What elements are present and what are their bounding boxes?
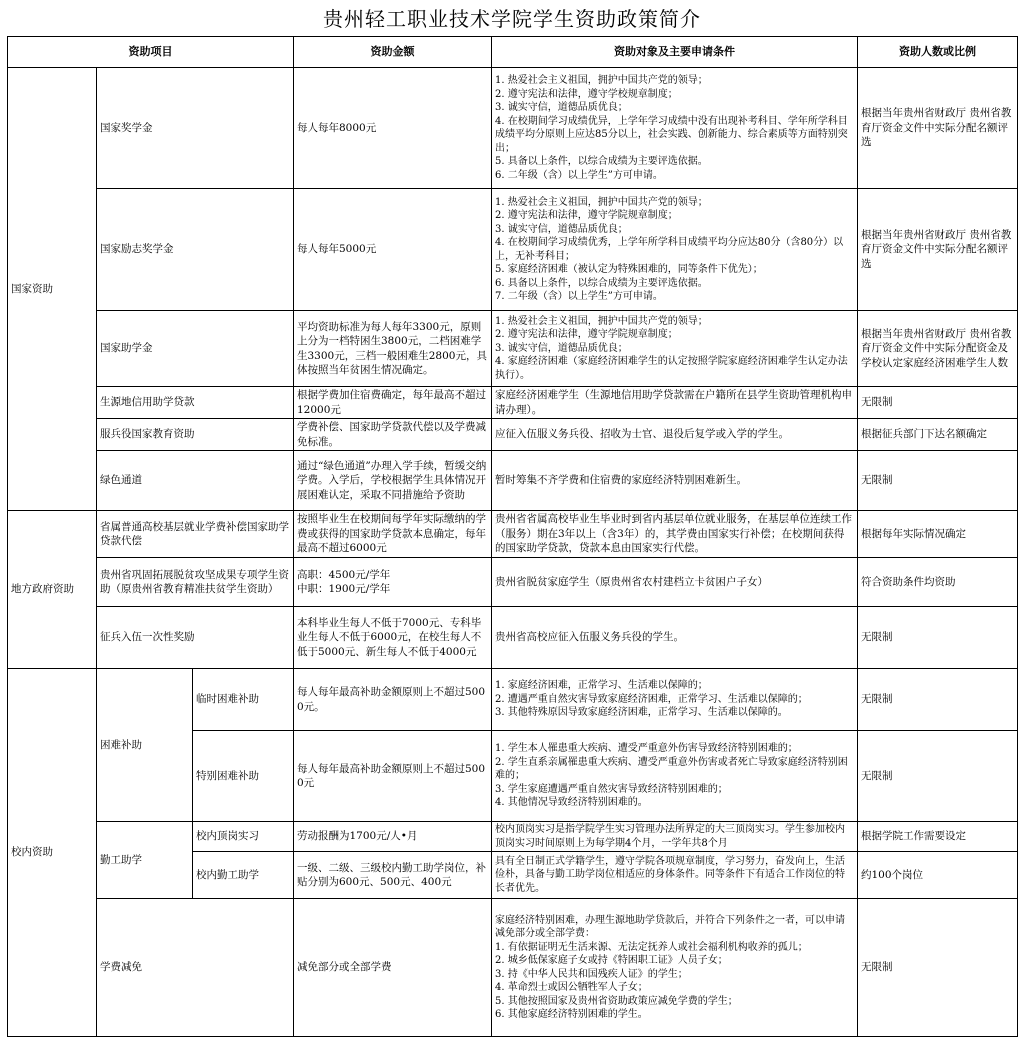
text-line: 贵州省脱贫家庭学生（原贵州省农村建档立卡贫困户子女） xyxy=(495,575,768,588)
item-quota: 约100个岗位 xyxy=(858,852,1018,899)
table-row xyxy=(8,558,1018,607)
item-conditions xyxy=(492,451,858,511)
text-line: 家庭经济特别困难，办理生源地助学贷款后，并符合下列条件之一者，可以申请减免部分或全部学费： xyxy=(495,914,845,939)
text-line: 高职：4500元/学年 xyxy=(297,568,391,581)
text-line: 1. 学生本人罹患重大疾病、遭受严重意外伤害导致经济特别困难的； xyxy=(495,743,798,755)
table-row xyxy=(8,451,1018,511)
item-amount: 每人每年最高补助金额原则上不超过5000元。 xyxy=(294,669,492,731)
table-row xyxy=(8,899,1018,1037)
text-line: 4. 家庭经济困难（家庭经济困难学生的认定按照学院家庭经济困难学生认定办法执行）。 xyxy=(495,356,848,381)
item-quota: 根据征兵部门下达名额确定 xyxy=(858,419,1018,451)
item-conditions xyxy=(492,852,858,899)
table-row xyxy=(8,387,1018,419)
text-line: 7. 二年级（含）以上学生”方可申请。 xyxy=(495,291,663,302)
text-line: 应征入伍服义务兵役、招收为士官、退役后复学或入学的学生。 xyxy=(495,428,789,441)
table-row xyxy=(8,511,1018,558)
text-line: 4. 在校期间学习成绩优异，上学年学习成绩中没有出现补考科目、学年所学科目成绩平均分原则上应达85分以上，社会实践、创新能力、综合素质等方面特别突出； xyxy=(495,115,848,154)
item-amount: 每人每年8000元 xyxy=(294,68,492,189)
text-line: 6. 二年级（含）以上学生”方可申请。 xyxy=(495,169,663,181)
text-line: 2. 学生直系亲属罹患重大疾病、遭受严重意外伤害或者死亡导致家庭经济特别困难的； xyxy=(495,756,848,782)
table-header-row xyxy=(8,37,1018,68)
item-conditions xyxy=(492,899,858,1037)
item-conditions xyxy=(492,669,858,731)
item-name: 特别困难补助 xyxy=(193,731,294,822)
item-quota: 根据当年贵州省财政厅 贵州省教育厅资金文件中实际分配名额评选 xyxy=(858,189,1018,311)
text-line: 3. 诚实守信，道德品质优良； xyxy=(495,342,628,354)
header-conditions: 资助对象及主要申请条件 xyxy=(492,37,858,68)
text-line: 校内顶岗实习是指学院学生实习管理办法所界定的大三顶岗实习。学生参加校内顶岗实习时间原则上为每学期4个月，一学年共8个月 xyxy=(495,824,845,849)
text-line: 5. 具备以上条件，以综合成绩为主要评选依据。 xyxy=(495,156,708,167)
item-amount: 按照毕业生在校期间每学年实际缴纳的学费或获得的国家助学贷款本息确定，每年最高不超过6000元 xyxy=(294,511,492,558)
item-quota: 根据当年贵州省财政厅 贵州省教育厅资金文件中实际分配名额评选 xyxy=(858,68,1018,189)
item-conditions xyxy=(492,558,858,607)
item-name: 国家励志奖学金 xyxy=(97,189,294,311)
text-line: 1. 热爱社会主义祖国，拥护中国共产党的领导； xyxy=(495,315,708,327)
table-row xyxy=(8,311,1018,387)
group-school: 校内资助 xyxy=(8,669,97,1037)
item-amount: 本科毕业生每人不低于7000元、专科毕业生每人不低于6000元，在校生每人不低于5000元、新生每人不低于4000元 xyxy=(294,607,492,669)
text-line: 3. 其他特殊原因导致家庭经济困难，正常学习、生活难以保障的。 xyxy=(495,707,788,719)
text-line: 暂时筹集不齐学费和住宿费的家庭经济特别困难新生。 xyxy=(495,474,747,487)
group-national: 国家资助 xyxy=(8,68,97,511)
item-conditions xyxy=(492,189,858,311)
item-amount: 减免部分或全部学费 xyxy=(294,899,492,1037)
item-amount: 学费补偿、国家助学贷款代偿以及学费减免标准。 xyxy=(294,419,492,451)
item-name: 国家奖学金 xyxy=(97,68,294,189)
subgroup-workstudy: 勤工助学 xyxy=(97,822,193,899)
item-amount: 每人每年最高补助金额原则上不超过5000元 xyxy=(294,731,492,822)
item-quota: 无限制 xyxy=(858,669,1018,731)
text-line: 1. 热爱社会主义祖国，拥护中国共产党的领导； xyxy=(495,196,708,208)
item-amount: 平均资助标准为每人每年3300元，原则上分为一档特困生3800元，二档困难学生3300元，三档一般困难生2800元，具体按照当年贫困生情况确定。 xyxy=(294,311,492,387)
item-quota: 根据每年实际情况确定 xyxy=(858,511,1018,558)
item-conditions xyxy=(492,731,858,822)
text-line: 4. 在校期间学习成绩优秀，上学年所学科目成绩平均分应达80分（含80分）以上，无补考科目； xyxy=(495,237,844,262)
item-name: 生源地信用助学贷款 xyxy=(97,387,294,419)
item-quota: 根据学院工作需要设定 xyxy=(858,822,1018,852)
item-conditions xyxy=(492,68,858,189)
item-amount xyxy=(294,558,492,607)
text-line: 6. 具备以上条件，以综合成绩为主要评选依据。 xyxy=(495,277,708,289)
item-name: 国家助学金 xyxy=(97,311,294,387)
table-row xyxy=(8,607,1018,669)
item-amount: 通过“绿色通道”办理入学手续，暂缓交纳学费。入学后，学校根据学生具体情况开展困难认定，采取不同措施给予资助 xyxy=(294,451,492,511)
item-amount: 劳动报酬为1700元/人•月 xyxy=(294,822,492,852)
item-quota: 无限制 xyxy=(858,731,1018,822)
text-line: 具有全日制正式学籍学生，遵守学院各项规章制度，学习努力，奋发向上，生活俭朴，具备与勤工助学岗位相适应的身体条件。同等条件下有适合工作岗位的特长者优先。 xyxy=(495,855,845,894)
header-amount: 资助金额 xyxy=(294,37,492,68)
item-name: 绿色通道 xyxy=(97,451,294,511)
text-line: 4. 革命烈士或因公牺牲军人子女； xyxy=(495,982,648,993)
table-row xyxy=(8,669,1018,731)
item-quota: 符合资助条件均资助 xyxy=(858,558,1018,607)
item-name: 校内顶岗实习 xyxy=(193,822,294,852)
text-line: 6. 其他家庭经济特别困难的学生。 xyxy=(495,1009,648,1020)
item-conditions xyxy=(492,511,858,558)
text-line: 2. 城乡低保家庭子女或持《特困职工证》人员子女； xyxy=(495,955,728,966)
table-row xyxy=(8,822,1018,852)
text-line: 贵州省省属高校毕业生毕业时到省内基层单位就业服务，在基层单位连续工作（服务）期在3年以上（含3年）的，其学费由国家实行补偿；在校期间获得的国家助学贷款，贷款本息由国家实行代偿。 xyxy=(495,513,852,555)
item-name: 服兵役国家教育资助 xyxy=(97,419,294,451)
policy-table xyxy=(7,36,1018,1037)
text-line: 2. 遵守宪法和法律，遵守学院规章制度； xyxy=(495,329,678,341)
table-row xyxy=(8,68,1018,189)
item-amount: 一级、二级、三级校内勤工助学岗位，补贴分别为600元、500元、400元 xyxy=(294,852,492,899)
text-line: 中职：1900元/学年 xyxy=(297,583,391,595)
table-row xyxy=(8,189,1018,311)
text-line: 3. 持《中华人民共和国残疾人证》的学生； xyxy=(495,968,688,980)
item-name: 省属普通高校基层就业学费补偿国家助学贷款代偿 xyxy=(97,511,294,558)
item-conditions xyxy=(492,387,858,419)
item-quota: 无限制 xyxy=(858,451,1018,511)
item-name: 校内勤工助学 xyxy=(193,852,294,899)
text-line: 5. 家庭经济困难（被认定为特殊困难的，同等条件下优先）； xyxy=(495,264,763,275)
text-line: 1. 热爱社会主义祖国，拥护中国共产党的领导； xyxy=(495,75,708,86)
item-quota: 无限制 xyxy=(858,899,1018,1037)
group-local: 地方政府资助 xyxy=(8,511,97,669)
item-conditions xyxy=(492,822,858,852)
subgroup-hardship: 困难补助 xyxy=(97,669,193,822)
item-quota: 无限制 xyxy=(858,387,1018,419)
item-name: 临时困难补助 xyxy=(193,669,294,731)
item-quota: 无限制 xyxy=(858,607,1018,669)
header-quota: 资助人数或比例 xyxy=(858,37,1018,68)
text-line: 贵州省高校应征入伍服义务兵役的学生。 xyxy=(495,631,684,644)
text-line: 2. 遭遇严重自然灾害导致家庭经济困难，正常学习、生活难以保障的； xyxy=(495,693,808,705)
text-line: 4. 其他情况导致经济特别困难的。 xyxy=(495,797,648,809)
item-amount: 根据学费加住宿费确定，每年最高不超过12000元 xyxy=(294,387,492,419)
table-row xyxy=(8,419,1018,451)
item-amount: 每人每年5000元 xyxy=(294,189,492,311)
page-title: 贵州轻工职业技术学院学生资助政策简介 xyxy=(323,7,701,31)
text-line: 家庭经济困难学生（生源地信用助学贷款需在户籍所在县学生资助管理机构申请办理）。 xyxy=(495,389,852,416)
item-conditions xyxy=(492,419,858,451)
item-conditions xyxy=(492,311,858,387)
text-line: 2. 遵守宪法和法律，遵守学校规章制度； xyxy=(495,88,678,100)
item-quota: 根据当年贵州省财政厅 贵州省教育厅资金文件中实际分配资金及学校认定家庭经济困难学生人数 xyxy=(858,311,1018,387)
text-line: 3. 诚实守信，道德品质优良； xyxy=(495,223,628,235)
text-line: 5. 其他按照国家及贵州省资助政策应减免学费的学生； xyxy=(495,995,738,1007)
item-name: 贵州省巩固拓展脱贫攻坚成果专项学生资助（原贵州省教育精准扶贫学生资助） xyxy=(97,558,294,607)
text-line: 3. 学生家庭遭遇严重自然灾害导致经济特别困难的； xyxy=(495,783,728,795)
item-name: 学费减免 xyxy=(97,899,294,1037)
text-line: 1. 家庭经济困难，正常学习、生活难以保障的； xyxy=(495,680,708,692)
text-line: 3. 诚实守信，道德品质优良； xyxy=(495,102,628,113)
item-conditions xyxy=(492,607,858,669)
item-name: 征兵入伍一次性奖励 xyxy=(97,607,294,669)
text-line: 2. 遵守宪法和法律，遵守学院规章制度； xyxy=(495,210,678,221)
text-line: 1. 有依据证明无生活来源、无法定抚养人或社会福利机构收养的孤儿； xyxy=(495,941,808,953)
header-item: 资助项目 xyxy=(8,37,294,68)
